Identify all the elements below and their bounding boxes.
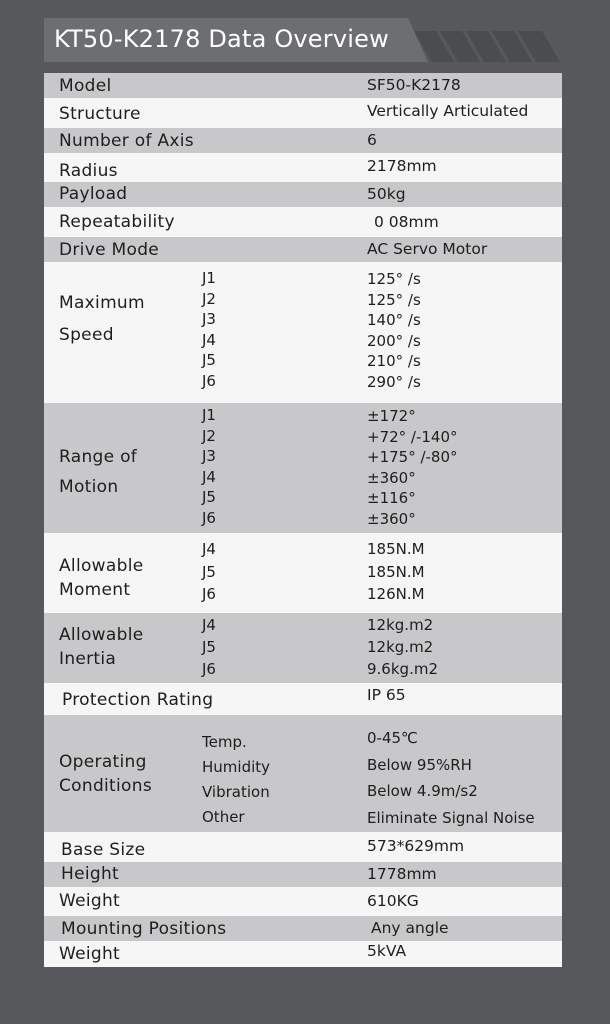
spec-label: Payload — [59, 184, 128, 204]
joint-value: ±360° — [367, 468, 416, 487]
joint-value: 125° /s — [367, 290, 421, 309]
spec-row-max-speed — [44, 262, 562, 403]
condition-label: Other — [202, 808, 245, 826]
spec-row-height — [44, 862, 562, 887]
spec-value: 573*629mm — [367, 837, 465, 855]
joint-label: J6 — [202, 371, 216, 390]
joint-value: 9.6kg.m2 — [367, 660, 438, 678]
joint-label: J5 — [202, 351, 216, 369]
joint-value: 125° /s — [367, 270, 421, 288]
spec-value: AC Servo Motor — [367, 240, 488, 258]
spec-label: Weight — [59, 891, 121, 911]
joint-value: 185N.M — [367, 562, 425, 581]
spec-label: Allowable — [59, 556, 144, 576]
condition-value: Below 95%RH — [367, 755, 472, 774]
joint-value: +72° /-140° — [367, 427, 458, 446]
joint-label: J1 — [202, 269, 216, 287]
spec-row-protection — [44, 683, 562, 715]
spec-label: Moment — [59, 580, 131, 600]
joint-value: ±172° — [367, 407, 416, 425]
joint-label: J4 — [202, 330, 216, 349]
joint-label: J6 — [202, 660, 216, 678]
joint-label: J5 — [202, 488, 216, 507]
spec-value: 6 — [367, 131, 377, 149]
spec-row-repeatability — [44, 207, 562, 237]
condition-label: Temp. — [202, 733, 247, 751]
spec-value: 2178mm — [367, 157, 437, 175]
spec-row-allowable-inertia — [44, 613, 562, 683]
joint-label: J3 — [202, 447, 216, 466]
spec-label: Operating — [59, 752, 147, 772]
spec-label: Speed — [59, 325, 114, 345]
joint-label: J5 — [202, 562, 216, 581]
condition-label: Vibration — [202, 783, 270, 801]
spec-label: Range of — [59, 447, 138, 467]
spec-row-structure — [44, 98, 562, 128]
spec-row-range-of-motion — [44, 403, 562, 533]
spec-value: 5kVA — [367, 942, 407, 960]
joint-value: 210° /s — [367, 352, 421, 370]
spec-label: Allowable — [59, 625, 144, 645]
joint-value: 185N.M — [367, 540, 425, 558]
spec-label: Maximum — [59, 293, 145, 313]
spec-row-axes — [44, 128, 562, 153]
joint-label: J6 — [202, 508, 216, 527]
joint-value: 290° /s — [367, 372, 421, 391]
spec-value: 610KG — [367, 892, 419, 910]
joint-label: J5 — [202, 638, 216, 656]
joint-label: J2 — [202, 426, 216, 445]
page-title: KT50-K2178 Data Overview — [54, 25, 389, 53]
spec-row-allowable-moment — [44, 533, 562, 613]
joint-label: J4 — [202, 467, 216, 486]
condition-value: Below 4.9m/s2 — [367, 782, 478, 800]
spec-value: 50kg — [367, 185, 406, 203]
condition-label: Humidity — [202, 758, 271, 776]
spec-label: Drive Mode — [59, 240, 160, 260]
spec-label: Radius — [59, 161, 118, 181]
joint-value: ±360° — [367, 509, 416, 528]
joint-value: 126N.M — [367, 585, 425, 603]
spec-row-radius — [44, 153, 562, 182]
spec-row-operating-conditions — [44, 715, 562, 832]
spec-value: Vertically Articulated — [367, 102, 529, 120]
joint-value: +175° /-80° — [367, 448, 458, 467]
spec-value: Any angle — [371, 919, 449, 937]
spec-label: Structure — [59, 104, 141, 124]
joint-label: J4 — [202, 540, 216, 558]
condition-value: Eliminate Signal Noise — [367, 808, 535, 827]
spec-row-drive-mode — [44, 237, 562, 262]
joint-label: J1 — [202, 406, 216, 424]
spec-row-payload — [44, 182, 562, 207]
spec-label: Base Size — [61, 840, 146, 860]
header-banner — [44, 18, 564, 64]
spec-label: Model — [59, 76, 112, 96]
spec-row-model — [44, 73, 562, 98]
spec-label: Repeatability — [59, 212, 175, 232]
joint-value: 140° /s — [367, 311, 421, 329]
joint-value: 200° /s — [367, 331, 421, 350]
joint-label: J3 — [202, 310, 216, 328]
spec-value: 1778mm — [367, 865, 437, 883]
spec-row-power — [44, 941, 562, 967]
spec-label: Mounting Positions — [61, 919, 227, 939]
joint-label: J6 — [202, 585, 216, 603]
spec-value: 0 08mm — [374, 213, 439, 231]
spec-value: SF50-K2178 — [367, 76, 461, 94]
spec-label: Conditions — [59, 776, 152, 796]
spec-label: Height — [61, 864, 119, 884]
joint-value: 12kg.m2 — [367, 638, 434, 656]
joint-value: ±116° — [367, 489, 416, 508]
spec-label: Weight — [59, 944, 121, 964]
joint-value: 12kg.m2 — [367, 616, 434, 634]
spec-label: Number of Axis — [59, 131, 194, 151]
joint-label: J4 — [202, 616, 216, 634]
spec-row-base-size — [44, 832, 562, 862]
spec-label: Protection Rating — [62, 690, 214, 710]
spec-label: Motion — [59, 477, 119, 497]
spec-row-weight — [44, 887, 562, 916]
spec-label: Inertia — [59, 649, 117, 669]
spec-row-mounting — [44, 916, 562, 941]
joint-label: J2 — [202, 289, 216, 308]
condition-value: 0-45℃ — [367, 729, 418, 747]
spec-table — [44, 73, 562, 967]
spec-value: IP 65 — [367, 686, 406, 704]
